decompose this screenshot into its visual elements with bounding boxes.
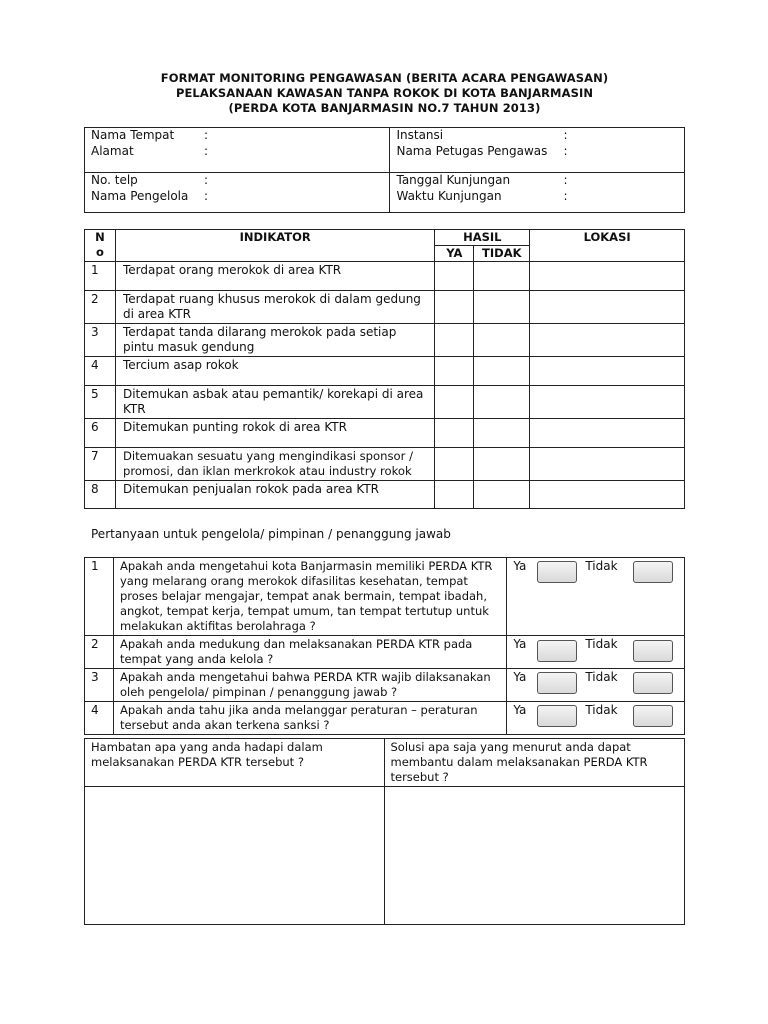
row-no: 2	[85, 291, 116, 324]
row-lokasi-cell[interactable]	[530, 324, 685, 357]
info-label: Nama Petugas Pengawas	[396, 143, 548, 158]
row-no: 5	[85, 386, 116, 419]
row-indikator: Ditemuakan sesuatu yang mengindikasi sponsor / promosi, dan iklan merkrokok atau industry rokok	[115, 448, 434, 481]
col-no-header	[85, 230, 116, 262]
table-row	[85, 291, 685, 324]
question-no: 2	[85, 636, 114, 669]
obstacles-solutions-table	[84, 738, 685, 925]
answer-cell	[507, 702, 685, 735]
info-label: Nama Pengelola	[91, 188, 189, 203]
info-cell	[390, 128, 685, 144]
row-tidak-cell[interactable]	[474, 448, 530, 481]
row-ya-cell[interactable]	[435, 262, 474, 291]
header-line-1: FORMAT MONITORING PENGAWASAN (BERITA ACARA PENGAWASAN)	[160, 71, 609, 85]
info-table	[84, 127, 685, 213]
row-tidak-cell[interactable]	[474, 357, 530, 386]
row-indikator: Ditemukan penjualan rokok pada area KTR	[115, 481, 434, 509]
tidak-label: Tidak	[585, 559, 618, 573]
row-no: 1	[85, 262, 116, 291]
question-no: 3	[85, 669, 114, 702]
table-row	[85, 262, 685, 291]
obstacles-answer-area[interactable]	[85, 787, 385, 925]
info-cell	[85, 144, 390, 173]
solutions-question: Solusi apa saja yang menurut anda dapat membantu dalam melaksanakan PERDA KTR tersebut ?	[384, 739, 685, 787]
table-row	[85, 636, 685, 669]
tidak-checkbox[interactable]	[633, 561, 673, 583]
row-no: 6	[85, 419, 116, 448]
tidak-checkbox[interactable]	[633, 672, 673, 694]
table-row	[85, 448, 685, 481]
row-tidak-cell[interactable]	[474, 481, 530, 509]
row-indikator: Ditemukan punting rokok di area KTR	[115, 419, 434, 448]
info-cell	[85, 189, 390, 213]
info-colon: :	[204, 128, 209, 142]
row-no: 4	[85, 357, 116, 386]
table-row	[85, 669, 685, 702]
header-line-3: (PERDA KOTA BANJARMASIN NO.7 TAHUN 2013)	[228, 101, 541, 115]
info-colon: :	[204, 188, 209, 203]
solutions-answer-area[interactable]	[384, 787, 685, 925]
ya-label: Ya	[513, 637, 527, 651]
ya-checkbox[interactable]	[537, 705, 577, 727]
col-tidak-header: TIDAK	[474, 246, 530, 262]
table-row	[85, 558, 685, 636]
row-indikator: Terdapat ruang khusus merokok di dalam gedung di area KTR	[115, 291, 434, 324]
row-ya-cell[interactable]	[435, 481, 474, 509]
answer-cell	[507, 558, 685, 636]
info-label: Alamat	[91, 143, 134, 158]
row-no: 3	[85, 324, 116, 357]
table-row	[85, 419, 685, 448]
tidak-label: Tidak	[585, 637, 618, 651]
questions-section-label: Pertanyaan untuk pengelola/ pimpinan / penanggung jawab	[91, 527, 451, 541]
table-row	[85, 357, 685, 386]
info-cell	[85, 128, 390, 144]
question-text: Apakah anda mengetahui kota Banjarmasin memiliki PERDA KTR yang melarang orang merokok difasilitas kesehatan, tempat proses belajar mengajar, tempat anak bermain, tempat ibadah, angkot, tempat kerja, tempat umum, tan tempat tertutup untuk melakukan aktifitas berolahraga ?	[113, 558, 506, 636]
col-ya-header: YA	[435, 246, 474, 262]
row-tidak-cell[interactable]	[474, 324, 530, 357]
col-lokasi-header: LOKASI	[530, 230, 685, 262]
info-colon: :	[204, 143, 209, 158]
row-lokasi-cell[interactable]	[530, 262, 685, 291]
row-lokasi-cell[interactable]	[530, 419, 685, 448]
info-colon: :	[204, 173, 209, 187]
row-indikator: Tercium asap rokok	[115, 357, 434, 386]
ya-label: Ya	[513, 559, 527, 573]
row-tidak-cell[interactable]	[474, 262, 530, 291]
row-lokasi-cell[interactable]	[530, 481, 685, 509]
info-label: Nama Tempat	[91, 128, 175, 142]
row-ya-cell[interactable]	[435, 448, 474, 481]
questions-table	[84, 557, 685, 735]
tidak-label: Tidak	[585, 703, 618, 717]
info-colon: :	[563, 188, 568, 203]
info-colon: :	[563, 173, 568, 187]
table-row	[85, 386, 685, 419]
indicator-table	[84, 229, 685, 509]
info-label: No. telp	[91, 173, 138, 187]
row-lokasi-cell[interactable]	[530, 291, 685, 324]
row-tidak-cell[interactable]	[474, 419, 530, 448]
tidak-checkbox[interactable]	[633, 640, 673, 662]
obstacles-question: Hambatan apa yang anda hadapi dalam melaksanakan PERDA KTR tersebut ?	[85, 739, 385, 787]
row-ya-cell[interactable]	[435, 357, 474, 386]
table-row	[85, 481, 685, 509]
col-hasil-header: HASIL	[435, 230, 530, 246]
question-text: Apakah anda mengetahui bahwa PERDA KTR wajib dilaksanakan oleh pengelola/ pimpinan / penanggung jawab ?	[113, 669, 506, 702]
tidak-label: Tidak	[585, 670, 618, 684]
question-no: 4	[85, 702, 114, 735]
row-indikator: Terdapat orang merokok di area KTR	[115, 262, 434, 291]
row-no: 7	[85, 448, 116, 481]
info-colon: :	[563, 143, 568, 158]
tidak-checkbox[interactable]	[633, 705, 673, 727]
answer-cell	[507, 636, 685, 669]
header-line-2: PELAKSANAAN KAWASAN TANPA ROKOK DI KOTA BANJARMASIN	[175, 86, 594, 100]
answer-cell	[507, 669, 685, 702]
row-indikator: Ditemukan asbak atau pemantik/ korekapi di area KTR	[115, 386, 434, 419]
info-cell	[390, 173, 685, 189]
row-no: 8	[85, 481, 116, 509]
table-row	[85, 324, 685, 357]
info-label: Tanggal Kunjungan	[396, 173, 511, 187]
row-indikator: Terdapat tanda dilarang merokok pada setiap pintu masuk gendung	[115, 324, 434, 357]
info-colon: :	[563, 128, 568, 142]
row-lokasi-cell[interactable]	[530, 448, 685, 481]
ya-checkbox[interactable]	[537, 561, 577, 583]
row-tidak-cell[interactable]	[474, 386, 530, 419]
row-tidak-cell[interactable]	[474, 291, 530, 324]
document-header	[84, 71, 685, 116]
ya-checkbox[interactable]	[537, 640, 577, 662]
info-cell	[85, 173, 390, 189]
row-ya-cell[interactable]	[435, 291, 474, 324]
question-text: Apakah anda medukung dan melaksanakan PERDA KTR pada tempat yang anda kelola ?	[113, 636, 506, 669]
col-indikator-header: INDIKATOR	[115, 230, 434, 262]
ya-checkbox[interactable]	[537, 672, 577, 694]
question-text: Apakah anda tahu jika anda melanggar peraturan – peraturan tersebut anda akan terkena sanksi ?	[113, 702, 506, 735]
col-no-label: N o	[95, 230, 105, 259]
ya-label: Ya	[513, 703, 527, 717]
row-lokasi-cell[interactable]	[530, 386, 685, 419]
row-ya-cell[interactable]	[435, 419, 474, 448]
question-no: 1	[85, 558, 114, 636]
info-cell	[390, 144, 685, 173]
row-ya-cell[interactable]	[435, 324, 474, 357]
row-ya-cell[interactable]	[435, 386, 474, 419]
info-cell	[390, 189, 685, 213]
table-row	[85, 702, 685, 735]
info-label: Instansi	[396, 128, 444, 142]
row-lokasi-cell[interactable]	[530, 357, 685, 386]
info-label: Waktu Kunjungan	[396, 188, 502, 203]
ya-label: Ya	[513, 670, 527, 684]
